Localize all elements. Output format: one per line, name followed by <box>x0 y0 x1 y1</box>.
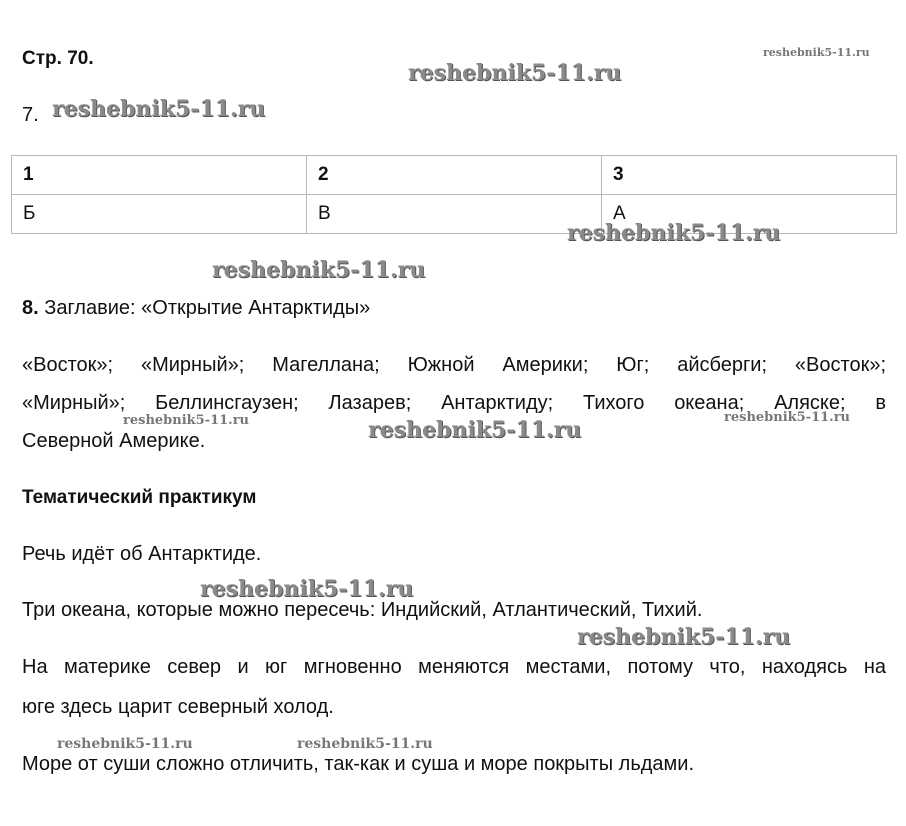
watermark: reshebnik5-11.ru <box>724 410 851 425</box>
watermark: reshebnik5-11.ru <box>52 96 266 122</box>
task-8-answer-line-1: «Восток»; «Мирный»; Магеллана; Южной Америки; Юг; айсберги; «Восток»; <box>22 354 886 376</box>
task-8-title-text: Заглавие: «Открытие Антарктиды» <box>44 297 371 319</box>
section-heading: Тематический практикум <box>22 487 257 508</box>
table-header-cell: 2 <box>307 156 602 195</box>
table-header-cell: 3 <box>602 156 897 195</box>
task-8-number: 8. <box>22 297 39 319</box>
table-header-cell: 1 <box>12 156 307 195</box>
task-7-number: 7. <box>22 104 39 126</box>
watermark: reshebnik5-11.ru <box>57 736 193 752</box>
practicum-paragraph-3-line-2: юге здесь царит северный холод. <box>22 696 334 718</box>
practicum-paragraph-4: Море от суши сложно отличить, так-как и суша и море покрыты льдами. <box>22 753 695 775</box>
practicum-paragraph-1: Речь идёт об Антарктиде. <box>22 543 262 565</box>
task-8-title <box>22 297 370 320</box>
table-value-cell: А <box>602 195 897 234</box>
watermark: reshebnik5-11.ru <box>212 257 426 283</box>
answer-table-header-row <box>12 156 897 195</box>
task-8-answer-line-2: «Мирный»; Беллинсгаузен; Лазарев; Антарктиду; Тихого океана; Аляске; в <box>22 392 886 414</box>
page-number-header: Стр. 70. <box>22 48 94 69</box>
watermark: reshebnik5-11.ru <box>123 413 250 428</box>
watermark: reshebnik5-11.ru <box>368 417 582 443</box>
watermark: reshebnik5-11.ru <box>577 624 791 650</box>
watermark: reshebnik5-11.ru <box>200 576 414 602</box>
table-value-cell: Б <box>12 195 307 234</box>
watermark: reshebnik5-11.ru <box>297 736 433 752</box>
task-8-answer-line-3: Северной Америке. <box>22 430 206 452</box>
practicum-paragraph-2: Три океана, которые можно пересечь: Индийский, Атлантический, Тихий. <box>22 599 703 621</box>
practicum-paragraph-3-line-1: На материке север и юг мгновенно меняются местами, потому что, находясь на <box>22 656 886 678</box>
watermark: reshebnik5-11.ru <box>567 220 781 246</box>
watermark: reshebnik5-11.ru <box>763 46 870 59</box>
table-value-cell: В <box>307 195 602 234</box>
watermark: reshebnik5-11.ru <box>408 60 622 86</box>
